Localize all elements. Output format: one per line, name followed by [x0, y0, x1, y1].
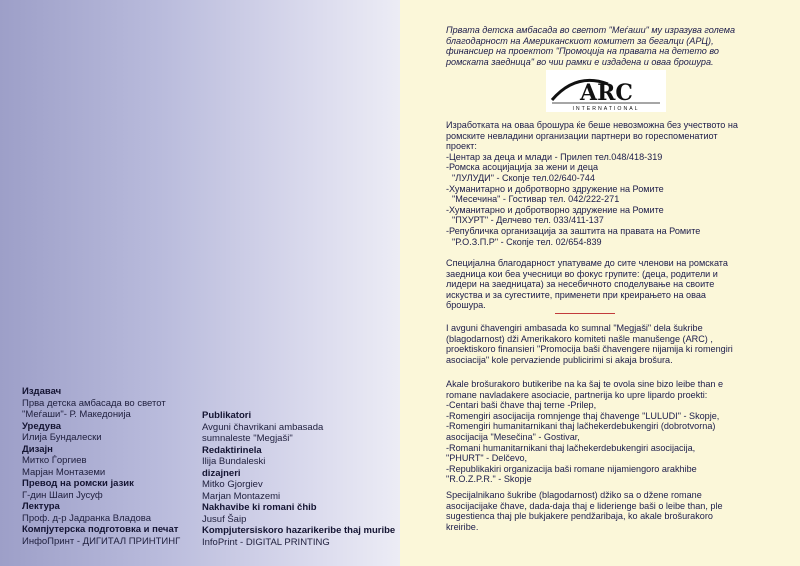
text-line: -Romengiri asocijacija romnjenge thaj čhavenge "LULUDI" - Skopje,: [446, 410, 720, 421]
intro-paragraph-romani: [446, 323, 776, 365]
credit-heading: Превод на ромски јазик: [22, 478, 134, 489]
credit-line: Mitko Gjorgiev: [202, 479, 263, 490]
thanks-paragraph-romani: [446, 490, 776, 532]
credit-line: Г-дин Шаип Јусуф: [22, 489, 103, 501]
text-line: -Хуманитарно и добротворно здружение на Ромите: [446, 183, 664, 194]
text-line: Специјална благодарност упатуваме до сите членови на ромската: [446, 258, 728, 268]
credits-macedonian: [22, 386, 197, 547]
credit-heading: Уредува: [22, 420, 62, 432]
text-line: искуства и за сугестиите, применети при креирањето на оваа: [446, 289, 706, 300]
text-line: -Romengiri humanitarnikani thaj lačhekerdebukengiri (dobrotvorna): [446, 421, 716, 432]
partners-paragraph: [446, 120, 776, 247]
credit-heading: Издавач: [22, 386, 62, 397]
credit-line: ИнфоПринт - ДИГИТАЛ ПРИНТИНГ: [22, 535, 181, 547]
credit-line: Avguni čhavrikani ambasada: [202, 421, 324, 433]
text-line: "R.O.Z.P.R." - Skopje: [446, 474, 532, 485]
text-line: asocijacija "Mesečina" - Gostivar,: [446, 431, 580, 442]
text-line: заедница кои беа учесници во фокус групите: (деца, родители и: [446, 268, 718, 279]
text-line: Specijalnikano šukribe (blagodarnost) džiko sa o džene romane: [446, 490, 702, 500]
text-line: -Хуманитарно и добротворно здружение на Ромите: [446, 204, 664, 215]
credit-heading: Redaktirinela: [202, 444, 262, 456]
text-line: Првата детска амбасада во светот "Меѓаши" му изразува голема: [446, 25, 736, 35]
arc-logo: [546, 70, 666, 112]
text-line: лидери на заедницата) за несебичното споделување на своите: [446, 279, 715, 290]
arc-logo-graphic: [546, 70, 666, 112]
text-line: asocijacijake čhave, dada-daja thaj e liderienge baši o leibe than, ple: [446, 500, 723, 511]
text-line: -Центар за деца и млади - Прилеп тел.048/418-319: [446, 151, 663, 162]
text-line: Изработката на оваа брошура ќе беше невозможна без учеството на: [446, 120, 738, 130]
thanks-paragraph-macedonian: [446, 258, 776, 311]
text-line: -Republikakiri organizacija baši romane nijamiengoro arakhibe: [446, 463, 697, 474]
text-line: ромската заедница" во чии рамки е издадена и оваа брошура.: [446, 56, 714, 67]
text-line: благодарност на Американскиот комитет за бегалци (АРЦ),: [446, 35, 714, 46]
text-line: проект:: [446, 141, 477, 152]
credit-line: "Меѓаши"- Р. Македонија: [22, 409, 131, 420]
credit-line: Jusuf Šaip: [202, 513, 247, 525]
logo-name: ARC: [580, 80, 633, 106]
text-line: I avguni čhavengiri ambasada ko sumnal "Megjaši" dela šukribe: [446, 323, 703, 333]
credit-line: Прва детска амбасада во светот: [22, 397, 166, 409]
credit-heading: Kompjutersiskoro hazarikeribe thaj muribe: [202, 525, 396, 536]
credit-line: Илија Бундалески: [22, 432, 102, 443]
credit-heading: Компјутерска подготовка и печат: [22, 524, 179, 535]
text-line: romane navladakere asociacie, partnerija ko upre lipardo proekti:: [446, 389, 708, 400]
text-line: "Р.О.З.П.Р" - Скопје тел. 02/654-839: [452, 236, 602, 247]
partners-paragraph-romani: [446, 379, 776, 485]
text-line: proektiskoro finansieri "Promocija baši čhavengere nijamija ki romengiri: [446, 344, 733, 355]
logo-subtitle: INTERNATIONAL: [572, 106, 640, 112]
credit-line: Митко Ѓоргиев: [22, 455, 87, 466]
credit-heading: dizajneri: [202, 467, 241, 479]
text-line: "PHURT" - Delčevo,: [446, 453, 528, 464]
credit-line: Ilija Bundaleski: [202, 456, 266, 467]
credit-heading: Publikatori: [202, 410, 252, 421]
text-line: финансиер на проектот "Промоција на правата на детето во: [446, 46, 719, 57]
text-line: asociacija" kole pervaziende publicirimi si akaja brošura.: [446, 354, 673, 365]
text-line: -Републичка организација за заштита на правата на Ромите: [446, 225, 701, 236]
credit-line: sumnaleste "Megjaši": [202, 433, 293, 444]
credit-line: Марјан Монтаземи: [22, 466, 106, 478]
credit-heading: Nakhavibe ki romani čhib: [202, 502, 317, 513]
intro-paragraph: [446, 25, 776, 67]
credit-heading: Дизајн: [22, 443, 53, 455]
text-line: (blagodarnost) dži Amerikakoro komiteti našle manušenge (ARC) ,: [446, 333, 713, 344]
text-line: "Месечина" - Гостивар тел. 042/222-271: [452, 194, 620, 205]
credits-romani: [202, 410, 397, 548]
credit-line: Marjan Montazemi: [202, 490, 281, 502]
text-line: брошура.: [446, 300, 486, 311]
text-line: "ЛУЛУДИ" - Скопје тел.02/640-744: [452, 172, 595, 183]
text-line: ромските невладини организации партнери во гореспоменатиот: [446, 130, 718, 141]
text-line: -Ромска асоцијација за жени и деца: [446, 162, 599, 173]
text-line: -Centari baši čhave thaj terne -Prilep,: [446, 400, 597, 411]
text-line: kreiribe.: [446, 521, 479, 532]
text-line: Akale brošurakoro butikeribe na ka šaj te ovola sine bizo leibe than e: [446, 379, 724, 389]
text-line: sugestienca thaj ple bukjakere pendžaribaja, ko akale brošurakoro: [446, 511, 713, 522]
text-line: "ПХУРТ" - Делчево тел. 033/411-137: [452, 215, 604, 226]
section-divider: [555, 313, 615, 314]
text-line: -Romani humanitarnikani thaj lačhekerdebukengiri asocijacija,: [446, 442, 696, 453]
credit-heading: Лектура: [22, 501, 60, 512]
credit-line: Проф. д-р Јадранка Владова: [22, 512, 152, 524]
credit-line: InfoPrint - DIGITAL PRINTING: [202, 536, 330, 548]
